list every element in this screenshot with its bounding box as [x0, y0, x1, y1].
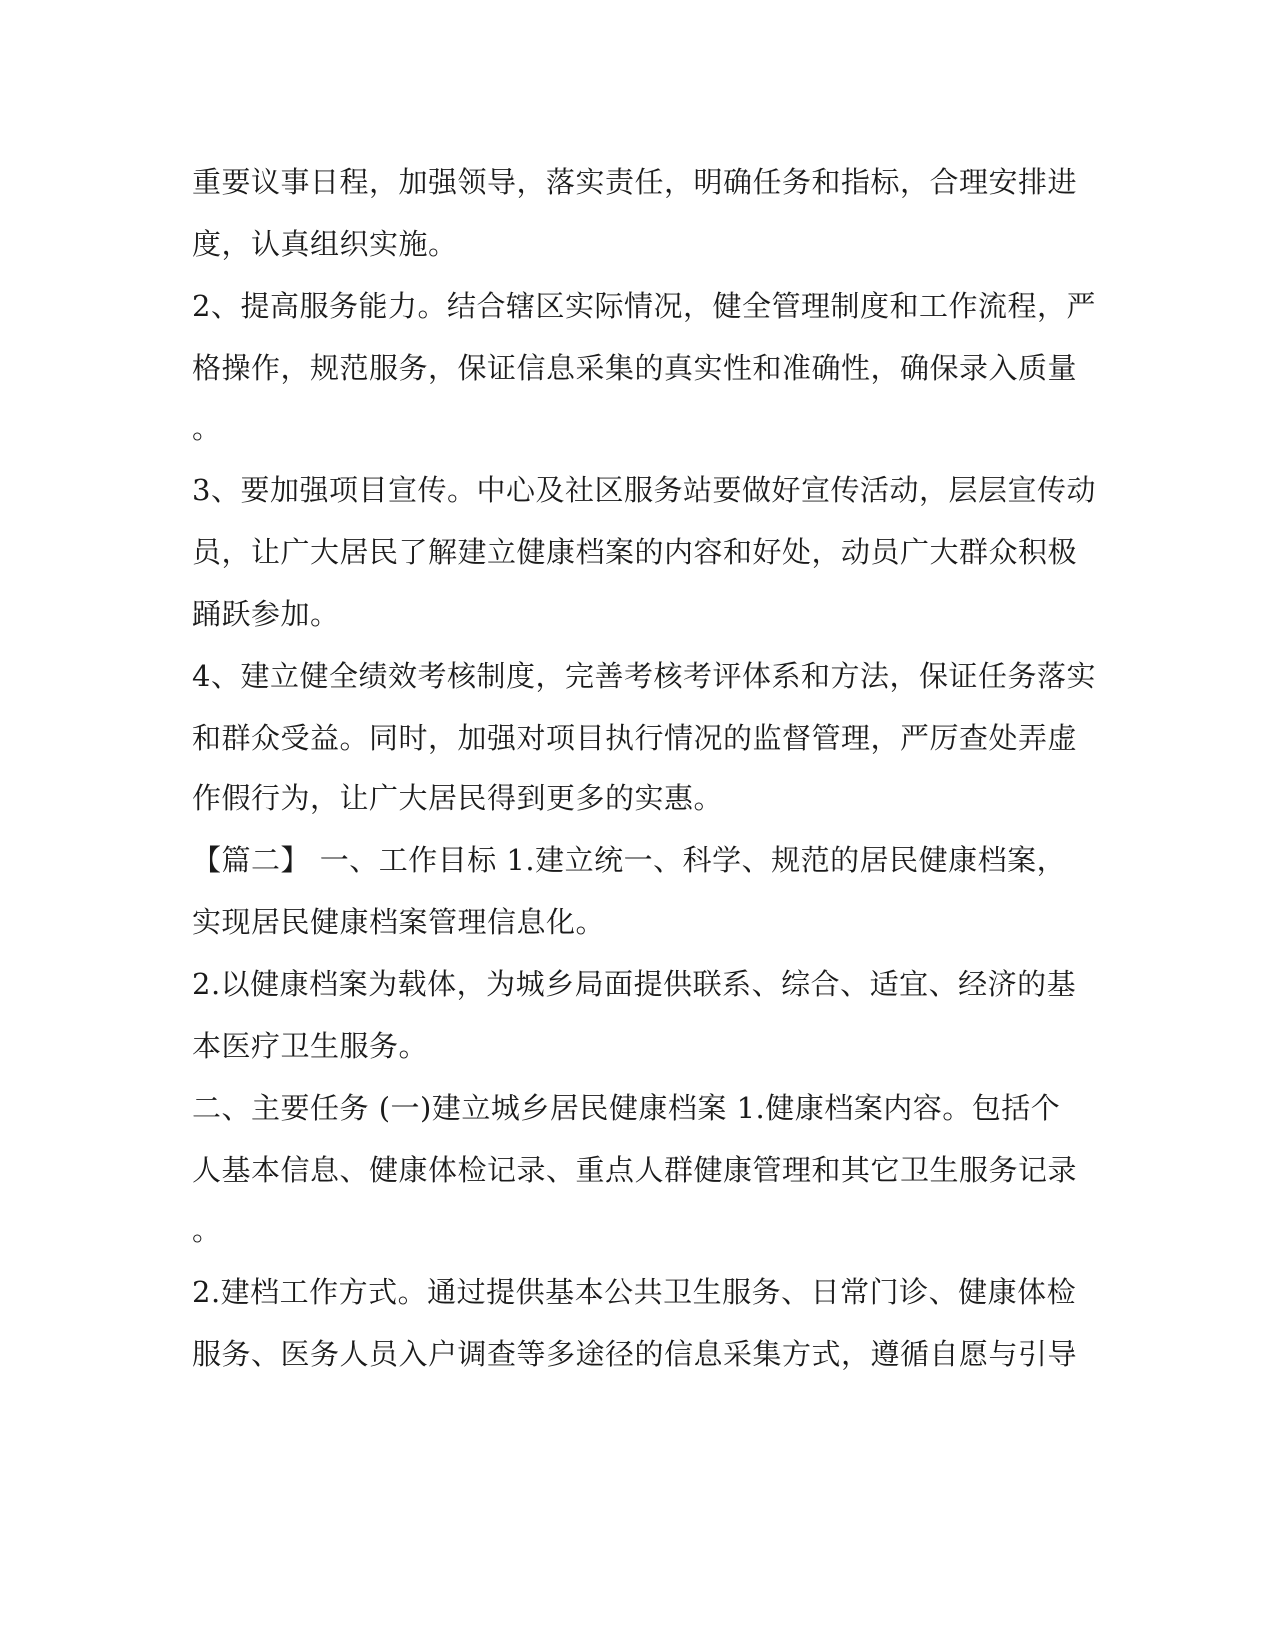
- text-line: 二、主要任务 (一)建立城乡居民健康档案 1.健康档案内容。包括个: [192, 1091, 1061, 1125]
- text-line: 格操作，规范服务，保证信息采集的真实性和准确性，确保录入质量: [192, 351, 1078, 385]
- text-line: 重要议事日程，加强领导，落实责任，明确任务和指标，合理安排进: [192, 165, 1078, 199]
- text-line: 【篇二】 一、工作目标 1.建立统一、科学、规范的居民健康档案，: [192, 843, 1067, 877]
- text-line: 实现居民健康档案管理信息化。: [192, 905, 606, 939]
- text-line: 。: [192, 1213, 222, 1247]
- text-line: 踊跃参加。: [192, 597, 340, 631]
- text-line: 2.建档工作方式。通过提供基本公共卫生服务、日常门诊、健康体检: [192, 1275, 1077, 1309]
- text-line: 本医疗卫生服务。: [192, 1029, 429, 1063]
- text-line: 服务、医务人员入户调查等多途径的信息采集方式，遵循自愿与引导: [192, 1337, 1078, 1371]
- text-line: 3、要加强项目宣传。中心及社区服务站要做好宣传活动，层层宣传动: [192, 473, 1096, 507]
- text-line: 2、提高服务能力。结合辖区实际情况，健全管理制度和工作流程，严: [192, 289, 1096, 323]
- text-line: 4、建立健全绩效考核制度，完善考核考评体系和方法，保证任务落实: [192, 659, 1096, 693]
- text-line: 2.以健康档案为载体，为城乡局面提供联系、综合、适宜、经济的基: [192, 967, 1077, 1001]
- text-line: 和群众受益。同时，加强对项目执行情况的监督管理，严厉查处弄虚: [192, 721, 1078, 755]
- text-line: 员，让广大居民了解建立健康档案的内容和好处，动员广大群众积极: [192, 535, 1078, 569]
- text-line: 作假行为，让广大居民得到更多的实惠。: [192, 781, 724, 815]
- text-line: 人基本信息、健康体检记录、重点人群健康管理和其它卫生服务记录: [192, 1153, 1078, 1187]
- text-line: 。: [192, 411, 222, 445]
- text-line: 度，认真组织实施。: [192, 227, 458, 261]
